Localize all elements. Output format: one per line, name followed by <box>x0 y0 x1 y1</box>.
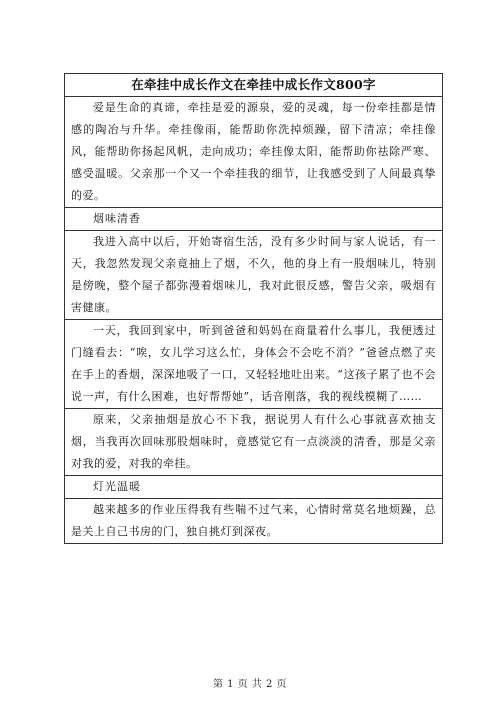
document-title: 在牵挂中成长作文在牵挂中成长作文800字 <box>65 74 442 97</box>
paragraph-smoke-2: 一天，我回到家中，听到爸爸和妈妈在商量着什么事儿，我便透过门缝看去：“唉，女儿学习这么忙，身体会不会吃不消？”爸爸点燃了夹在手上的香烟，深深地吸了一口，又轻轻地吐出来。“这孩子累了也不会说一声，有什么困难，也好帮帮她”，话音刚落，我的视线模糊了…… <box>71 324 436 403</box>
page-footer: 第 1 页 共 2 页 <box>212 679 288 690</box>
table-row <box>65 409 442 476</box>
table-row <box>65 231 442 320</box>
paragraph-intro: 爱是生命的真谛，牵挂是爱的源泉，爱的灵魂，每一份牵挂都是情感的陶冶与升华。牵挂像雨，能帮助你洗掉烦躁，留下清凉；牵挂像风，能帮助你扬起风帆，走向成功；牵挂像太阳，能帮助你祛除严寒、感受温暖。父亲那一个又一个牵挂我的细节，让我感受到了人间最真挚的爱。 <box>71 101 436 202</box>
paragraph-smoke-1: 我进入高中以后，开始寄宿生活，没有多少时间与家人说话，有一天，我忽然发现父亲竟抽上了烟，不久，他的身上有一股烟味儿，特别是傍晚，整个屋子都弥漫着烟味儿，我对此很反感，警告父亲，吸烟有害健康。 <box>71 235 436 314</box>
section-heading-light: 灯光温暖 <box>93 480 141 493</box>
paragraph-light-1: 越来越多的作业压得我有些喘不过气来，心情时常莫名地烦躁，总是关上自己书房的门，独自挑灯到深夜。 <box>71 503 436 538</box>
table-row <box>65 476 442 499</box>
table-row <box>65 499 442 543</box>
document-table <box>64 73 443 544</box>
table-row <box>65 208 442 231</box>
table-row <box>65 320 442 409</box>
section-heading-smoke: 烟味清香 <box>93 212 141 225</box>
table-row <box>65 97 442 208</box>
paragraph-smoke-3: 原来，父亲抽烟是放心不下我，据说男人有什么心事就喜欢抽支烟，当我再次回味那股烟味时，竟感觉它有一点淡淡的清香，那是父亲对我的爱，对我的牵挂。 <box>71 413 436 470</box>
